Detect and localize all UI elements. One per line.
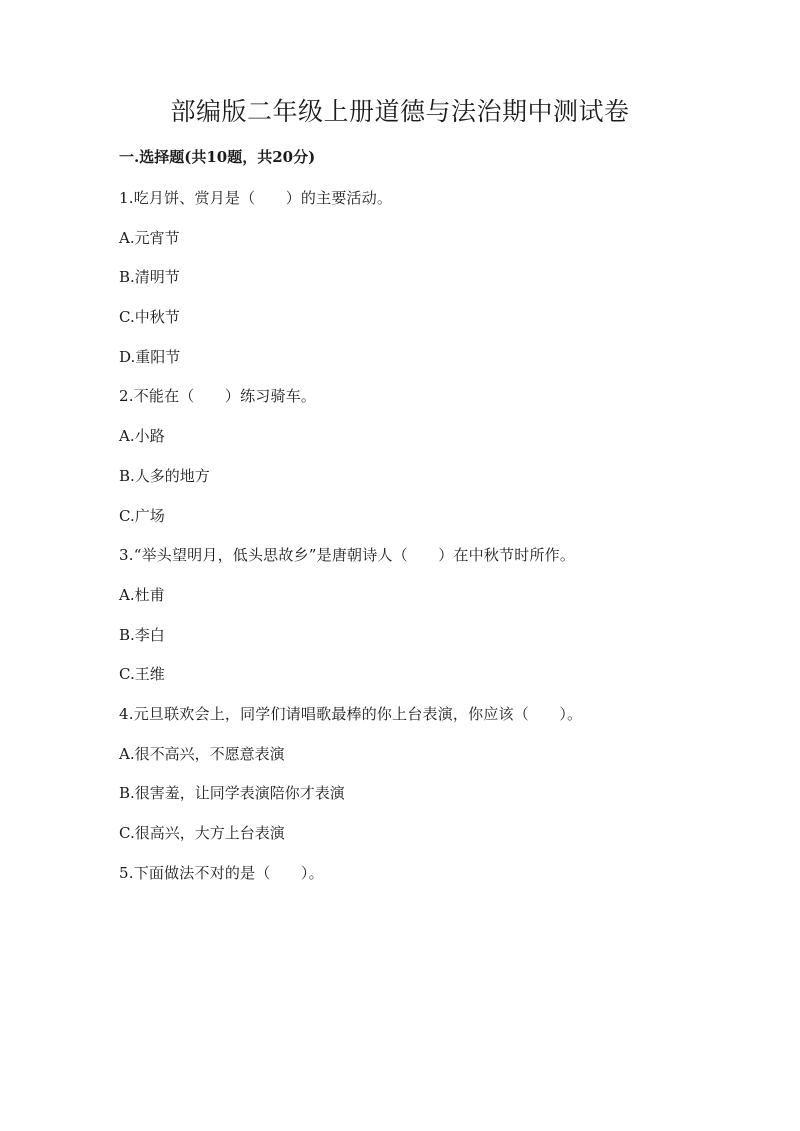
answer-option: A.小路 [119, 427, 165, 446]
answer-option: A.很不高兴，不愿意表演 [119, 744, 285, 763]
answer-option: D.重阳节 [119, 347, 181, 366]
question-stem-1: 1.吃月饼、赏月是（ ）的主要活动。 [119, 189, 393, 207]
answer-option: C.很高兴，大方上台表演 [119, 824, 285, 842]
question-stem-3: 3.“举头望明月，低头思故乡”是唐朝诗人（ ）在中秋节时所作。 [119, 546, 576, 565]
answer-option: B.清明节 [119, 268, 180, 287]
page-title: 部编版二年级上册道德与法治期中测试卷 [170, 97, 630, 126]
answer-option: B.人多的地方 [119, 466, 210, 485]
answer-option: A.元宵节 [119, 228, 180, 247]
question-list [119, 188, 759, 902]
answer-option: A.杜甫 [119, 585, 165, 604]
question-stem-5: 5.下面做法不对的是（ ）。 [119, 863, 324, 882]
answer-option: C.中秋节 [119, 308, 180, 327]
section-heading: 一.选择题(共10题，共20分) [119, 148, 316, 166]
answer-option: C.王维 [119, 665, 165, 684]
answer-option: B.李白 [119, 625, 165, 644]
question-stem-2: 2.不能在（ ）练习骑车。 [119, 387, 317, 406]
answer-option: C.广场 [119, 506, 165, 525]
answer-option: B.很害羞，让同学表演陪你才表演 [119, 784, 345, 803]
question-stem-4: 4.元旦联欢会上，同学们请唱歌最棒的你上台表演，你应该（ ）。 [119, 704, 583, 723]
